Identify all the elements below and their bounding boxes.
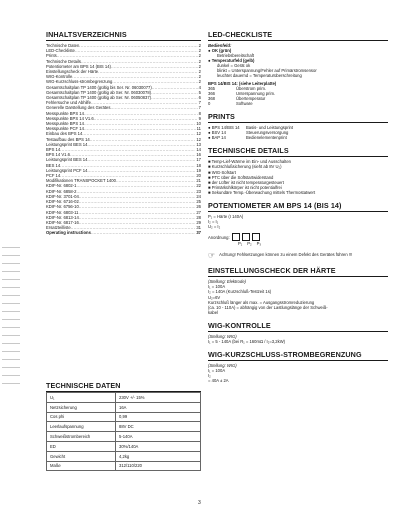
- pot-box-2: [242, 233, 250, 241]
- toc-entry-page: 2: [198, 53, 201, 59]
- hardness-line: (ca. 10 - 110A) = abhängig von der Lastlungslänge der Schweiß-: [208, 304, 328, 310]
- poti-p-label: P₁ = Härte (I 140A): [208, 213, 244, 219]
- toc-entry-title: Einbau des BPS 14: [46, 131, 83, 137]
- hardness-line: U₂=6V: [208, 294, 221, 300]
- specs-row: [47, 441, 201, 451]
- toc-entry-page: 2: [198, 79, 201, 85]
- toc-entry-page: 2: [198, 48, 201, 54]
- specs-row: [47, 451, 201, 461]
- warning-text: Achtung! Fehlsetzungen können zu einem Defekt des Gerätes führen !!!: [219, 252, 353, 258]
- toc-entry-page: 14: [196, 147, 201, 153]
- wigkurz-subtitle: (Stellung: WIG): [208, 363, 237, 369]
- hardness-line: Kurzschluß länger als max. = Ausgangsstromreduzierung: [208, 299, 315, 305]
- poti-rule: [208, 211, 388, 212]
- toc-entry-title: LED-Checkliste: [46, 48, 75, 54]
- print-desc: Basis- und Leistungsprint: [246, 125, 294, 131]
- toc-leader: [91, 230, 195, 235]
- scan-margin-marks: [2, 240, 20, 410]
- led-code: 368: [208, 95, 215, 101]
- tech-item: ■ Kurzschlußsicherung (sieht ab 8V U₂): [208, 164, 282, 170]
- specs-row: [47, 393, 201, 403]
- hardness-subtitle: (Stellung: Elektrode): [208, 279, 246, 285]
- specs-row: [47, 432, 201, 442]
- toc-entry-title: Operating instructions: [46, 230, 91, 236]
- spec-value: 0,99: [116, 412, 201, 422]
- toc-entry-title: BPS 14 V1.6: [46, 152, 70, 158]
- wigkurz-line: I₁ = 100A: [208, 368, 226, 374]
- spec-key: Netzsicherung: [47, 402, 116, 412]
- toc-entry-page: 11: [196, 126, 201, 132]
- toc-entry-title: Messpunkte BPS 14 V1.6: [46, 115, 94, 121]
- specs-row: [47, 402, 201, 412]
- tech-list: [208, 159, 388, 195]
- prints-section: [208, 112, 388, 140]
- hardness-rule: [208, 276, 388, 277]
- led-code: 366: [208, 90, 215, 96]
- wig-line: I₁ = 5 - 140A (bei R₁ = 160mΩ / I₂=3,2kW): [208, 339, 286, 344]
- led-desc: Überstrom prim.: [236, 85, 267, 91]
- poti-u-label: U₂ = I₂: [208, 224, 221, 230]
- toc-entry-title: Prints: [46, 53, 57, 59]
- toc-entry-page: 23: [196, 188, 201, 194]
- toc-entry-page: 2: [198, 74, 201, 80]
- toc-entry-page: 7: [198, 100, 201, 106]
- right-column: [208, 30, 388, 383]
- toc-entry-title: Leistungsprint PCF 14: [46, 167, 88, 173]
- toc-entry-page: 7: [198, 105, 201, 111]
- toc-entry-page: 29: [196, 219, 201, 225]
- toc-entry-page: 31: [196, 225, 201, 231]
- spec-key: Gewicht: [47, 451, 116, 461]
- toc-entry-page: 4: [198, 84, 201, 90]
- toc-entry-title: BES 14: [46, 162, 61, 168]
- print-code: ● BPS 14/BIS 14: [208, 125, 240, 131]
- toc-entry-title: KDIF-Nr. 6858-2: [46, 188, 77, 194]
- toc-entry-title: Testaufbau des BPS 14: [46, 136, 90, 142]
- toc-entry-page: 17: [196, 157, 201, 163]
- toc-entry-title: Gesamtschaltplan TP 1400 (gültig ab Ser. Nr. 06030078): [46, 89, 152, 95]
- toc-entry-page: 2: [198, 63, 201, 69]
- led-rule: [208, 40, 388, 41]
- specs-row: [47, 412, 201, 422]
- led-desc: Unterspannung prim.: [236, 90, 276, 96]
- toc-entry-page: 28: [196, 214, 201, 220]
- print-code: ● BSV 14: [208, 130, 226, 136]
- toc-entry-title: Gesamtschaltplan TP 1400 (gültig ab Ser. Nr. 06050837): [46, 95, 152, 101]
- toc-entry-title: Modifikationen TRANSPOCKET 1400: [46, 178, 116, 184]
- led-yellow-label: ● Temperaturfeld (gelb): [208, 58, 255, 64]
- toc-entry-page: 27: [196, 209, 201, 215]
- wigkurz-title: WIG-KURZSCHLUSS-STROMBEGRENZUNG: [208, 350, 362, 360]
- toc-entry-title: Leistungsprint BES 14: [46, 141, 88, 147]
- specs-title: TECHNISCHE DATEN: [46, 381, 121, 390]
- print-code: ● BAP 14: [208, 135, 226, 141]
- toc-entry-title: Leistungsprint BES 14: [46, 157, 88, 163]
- toc-entry-page: 6: [198, 95, 201, 101]
- hardness-section: [208, 266, 388, 315]
- print-desc: Steuerungsversorgung: [246, 130, 289, 136]
- toc-entry-page: 2: [198, 43, 201, 48]
- poti-arrangement: [208, 233, 388, 241]
- toc-entry-page: 18: [196, 162, 201, 168]
- tech-rule: [208, 156, 388, 157]
- toc-list: [46, 43, 201, 236]
- led-bps-title: BPS 14/BIS 14: (siehe Leiterplatte): [208, 80, 277, 86]
- toc-entry-title: KDIF-Nr. 6803-11: [46, 209, 79, 215]
- wig-rule: [208, 331, 388, 332]
- toc-entry-page: 12: [196, 131, 201, 137]
- specs-table: [46, 392, 201, 471]
- led-yellow-1: dunkel = Gerät ok: [217, 63, 251, 69]
- led-yellow-3: leuchtet dauernd = Temperaturüberschreitung: [217, 73, 302, 79]
- print-desc: Bedienelementenprint: [246, 135, 287, 141]
- spec-value: 312/110/220: [116, 461, 201, 471]
- toc-entry: [46, 230, 201, 235]
- wig-section: [208, 321, 388, 344]
- specs-row: [47, 461, 201, 471]
- pot-label-3: P₃: [256, 241, 262, 247]
- toc-entry-page: 12: [196, 136, 201, 142]
- toc-entry-page: 37: [196, 230, 201, 236]
- toc-entry-title: Generelle Darstellung des Gerätes: [46, 105, 111, 111]
- warning-note: [208, 252, 388, 260]
- wigkurz-line: = 40A ± 2A: [208, 378, 229, 384]
- tech-item: ■ PTC über die Softstartwiderstand: [208, 174, 274, 180]
- spec-key: ED: [47, 441, 116, 451]
- tech-item: ■ WIG-Sofstart: [208, 169, 236, 175]
- toc-entry-title: Messpunkte BPS 14: [46, 110, 84, 116]
- page-number: 3: [198, 500, 201, 506]
- spec-value: 5-140A: [116, 432, 201, 442]
- led-yellow-2: blinkt = Unterspannung/Fehler auf Primärstromsensor: [217, 68, 317, 74]
- warning-hand-icon: ☞: [208, 251, 216, 261]
- spec-key: Schweißstrombereich: [47, 432, 116, 442]
- specs-row: [47, 422, 201, 432]
- toc-entry-title: KDIF-Nr. 6817-16: [46, 219, 79, 225]
- toc-entry-title: Technische Daten: [46, 43, 80, 48]
- toc-section: [46, 30, 201, 236]
- hardness-lines: [208, 284, 388, 315]
- tech-title: TECHNISCHE DETAILS: [208, 146, 289, 156]
- toc-entry-page: 20: [196, 173, 201, 179]
- toc-entry-title: KDIF-Nr. 6802-1: [46, 183, 77, 189]
- toc-entry-page: 22: [196, 183, 201, 189]
- led-code: 365: [208, 85, 215, 91]
- led-bps-list: [208, 86, 388, 106]
- tech-section: [208, 146, 388, 195]
- toc-entry-page: 5: [198, 89, 201, 95]
- toc-entry-page: 13: [196, 141, 201, 147]
- toc-entry-title: PCF 14: [46, 173, 61, 179]
- wigkurz-lines: [208, 368, 388, 383]
- toc-entry-page: 10: [196, 121, 201, 127]
- arrangement-label: Anordnung:: [208, 234, 230, 240]
- led-green-label: ● OK (grün): [208, 48, 232, 53]
- tech-item: ■ der Lüfter ist nicht temperaturgesteuert: [208, 179, 284, 185]
- wigkurz-line: I₂: [208, 373, 211, 379]
- toc-entry-title: Gesamtschaltplan TP 1400 (gültig bis Ser. Nr. 06030077): [46, 84, 152, 90]
- print-row: [208, 135, 388, 140]
- led-bps-row: [208, 101, 388, 106]
- hardness-line: I₁ = 100A: [208, 284, 226, 290]
- spec-key: Leerlaufspannung: [47, 422, 116, 432]
- pot-label-1: P₁: [238, 241, 243, 247]
- pot-box-1: [232, 233, 240, 241]
- toc-entry-page: 21: [196, 178, 201, 184]
- pot-box-labels: [208, 241, 388, 246]
- spec-value: 88V DC: [116, 422, 201, 432]
- toc-entry-title: Technische Details: [46, 58, 81, 64]
- toc-entry-page: 8: [198, 110, 201, 116]
- toc-entry-page: 24: [196, 193, 201, 199]
- tech-item: ■ Temp-Lief-Wärme im Ein- und Ausschalten: [208, 159, 291, 165]
- spec-value: 230V +/- 15%: [116, 393, 201, 403]
- hardness-line: I₂ = 140A (Kurzschluß-Testzeit 1s): [208, 289, 272, 295]
- toc-entry-page: 2: [198, 58, 201, 64]
- wig-subtitle: (Stellung: WIG): [208, 333, 237, 339]
- toc-entry-page: 25: [196, 199, 201, 205]
- led-title: LED-CHECKLISTE: [208, 30, 273, 39]
- spec-value: 30%/140A: [116, 441, 201, 451]
- led-desc: Übertemperatur: [236, 95, 266, 101]
- prints-title: PRINTS: [208, 112, 235, 122]
- wigkurz-rule: [208, 360, 388, 361]
- poti-i-label: I₂ = I₁: [208, 219, 219, 225]
- spec-key: U₁: [47, 393, 116, 403]
- toc-entry-title: WIG-Kontrolle: [46, 74, 73, 80]
- prints-list: [208, 125, 388, 140]
- toc-rule: [46, 40, 201, 41]
- pot-label-2: P₂: [247, 241, 252, 247]
- hardness-title: EINSTELLUNGSCHECK DER HÄRTE: [208, 266, 336, 276]
- wigkurz-section: [208, 350, 388, 383]
- led-green-desc: Betriebsbereitschaft: [217, 53, 255, 59]
- led-desc: Software: [236, 100, 253, 106]
- toc-entry-title: Potentiometer am BPS 14 (BIS 14): [46, 63, 111, 69]
- spec-value: 4,2kg: [116, 451, 201, 461]
- poti-title: POTENTIOMETER AM BPS 14 (BIS 14): [208, 200, 342, 210]
- led-subtitle: Bedienfeld:: [208, 43, 232, 48]
- tech-item: ■ Primärkühlkörper ist nicht potentialfrei: [208, 184, 282, 190]
- toc-entry-title: Ersatzteilliste: [46, 225, 71, 231]
- toc-entry-title: Messpunkte BPS 14: [46, 121, 84, 127]
- toc-entry-title: Fehlersuche und Abhilfe: [46, 100, 91, 106]
- pot-box-3: [252, 233, 260, 241]
- poti-section: [208, 201, 388, 246]
- toc-entry-title: KDIF-Nr. 3701-04: [46, 193, 79, 199]
- wig-title: WIG-KONTROLLE: [208, 320, 271, 330]
- toc-entry-title: KDIF-Nr. 6813-14: [46, 214, 79, 220]
- spec-key: Maße: [47, 461, 116, 471]
- toc-entry-title: Einstellungscheck der Härte: [46, 69, 99, 75]
- toc-entry-page: 26: [196, 204, 201, 210]
- hardness-line: kabel: [208, 309, 219, 315]
- toc-entry-title: WIG-Kurzschluss-strombegrenzung: [46, 79, 113, 85]
- toc-entry-page: 9: [198, 115, 201, 121]
- toc-entry-page: 16: [196, 152, 201, 158]
- toc-entry-title: BPS 14: [46, 147, 61, 153]
- led-code: 0: [208, 100, 211, 106]
- toc-entry-page: 2: [198, 69, 201, 75]
- spec-value: 16A: [116, 402, 201, 412]
- tech-item: ■ Sekundäre Temp.-Überwachung mittels Thermostatwert: [208, 189, 316, 195]
- spec-key: Cos phi: [47, 412, 116, 422]
- prints-rule: [208, 122, 388, 123]
- toc-entry-title: KDIF-Nr. 6716-02: [46, 199, 79, 205]
- toc-entry-title: Messpunkte PCF 14: [46, 126, 84, 132]
- toc-entry-title: KDIF-Nr. 6756-10: [46, 204, 79, 210]
- toc-title: INHALTSVERZEICHNIS: [46, 30, 127, 39]
- toc-entry-page: 19: [196, 167, 201, 173]
